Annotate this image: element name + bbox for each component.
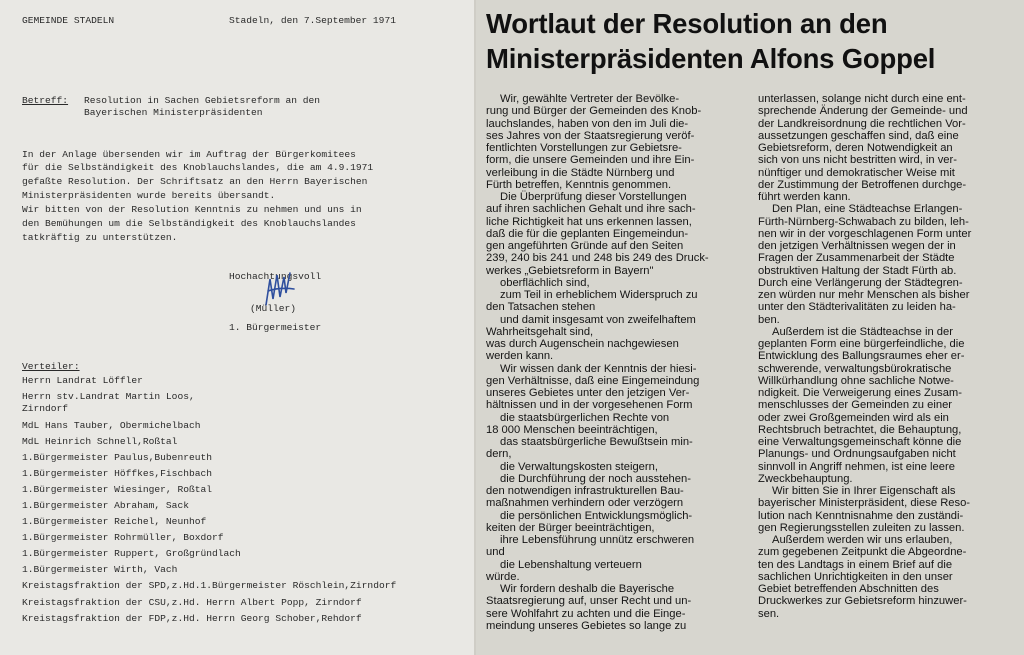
distribution-item: Kreistagsfraktion der CSU,z.Hd. Herrn Albert Popp, Zirndorf xyxy=(22,597,362,608)
clipping-text-line: Den Plan, eine Städteachse Erlangen- xyxy=(772,203,963,216)
distribution-item: Zirndorf xyxy=(22,403,69,414)
clipping-text-line: ihre Lebensführung unnütz erschweren xyxy=(500,534,695,546)
clipping-text-line: zen würden nur mehr Menschen als bisher xyxy=(758,289,970,301)
clipping-text-line: das staatsbürgerliche Bewußtsein min- xyxy=(500,436,693,448)
clipping-text-line: oder zwei Großgemeinden wird als ein xyxy=(758,411,949,424)
clipping-column-1 xyxy=(486,93,744,632)
clipping-text-line: Durch eine Verlängerung der Städtegren- xyxy=(758,276,963,289)
clipping-text-line: ben. xyxy=(758,313,780,326)
closing: Hochachtungsvoll xyxy=(229,271,322,282)
clipping-text-line: Wahrheitsgehalt sind, xyxy=(486,325,594,338)
clipping-text-line: oberflächlich sind, xyxy=(500,276,590,289)
distribution-item: 1.Bürgermeister Paulus,Bubenreuth xyxy=(22,452,212,463)
clipping-text-line: Wir, gewählte Vertreter der Bevölke- xyxy=(500,93,680,105)
clipping-text-line: menschlusses der Gemeinden zu einer xyxy=(758,399,953,412)
clipping-text-line: liche Richtigkeit hat uns erkennen lassen, xyxy=(486,215,692,228)
subject-line-2: Bayerischen Ministerpräsidenten xyxy=(84,107,263,118)
clipping-text-line: unterlassen, solange nicht durch eine ent- xyxy=(758,93,966,105)
clipping-text-line: Entwicklung des Ballungsraumes eher er- xyxy=(758,350,965,363)
clipping-text-line: Wir bitten Sie in Ihrer Eigenschaft als xyxy=(772,485,956,497)
clipping-text-line: Gebietsreform, deren Notwendigkeit an xyxy=(758,142,953,154)
headline-line-2: Ministerpräsidenten Alfons Goppel xyxy=(486,43,936,74)
clipping-text-line: geplanten Form eine bürgerfeindliche, die xyxy=(758,338,965,350)
clipping-text-line: sachlichen Unrichtigkeiten in den unser xyxy=(758,570,953,583)
body-line: Ministerpräsidenten wurde bereits übersandt. xyxy=(22,190,276,201)
clipping-text-line: und damit insgesamt von zweifelhaftem xyxy=(500,313,696,326)
clipping-text-line: Willkürhandlung ohne sachliche Notwe- xyxy=(758,374,954,387)
clipping-text-line: daß die für die geplanten Eingemeindun- xyxy=(486,227,689,240)
clipping-text-line: sprechende Änderung der Gemeinde- und xyxy=(758,105,968,118)
clipping-text-line: 239, 240 bis 241 und 248 bis 249 des Druck- xyxy=(486,252,709,265)
clipping-text-line: Fragen der Zusammenarbeit der Städte xyxy=(758,252,955,265)
distribution-item: 1.Bürgermeister Ruppert, Großgründlach xyxy=(22,548,241,559)
clipping-text-line: führt werden kann. xyxy=(758,191,851,203)
clipping-text-line: Planungs- und Ordnungsaufgaben nicht xyxy=(758,448,956,461)
clipping-text-line: der Zustimmung der Betroffenen durchge- xyxy=(758,178,967,191)
clipping-text-line: den notwendigen infrastrukturellen Bau- xyxy=(486,485,684,497)
distribution-item: 1.Bürgermeister Abraham, Sack xyxy=(22,500,189,511)
body-line: In der Anlage übersenden wir im Auftrag der Bürgerkomitees xyxy=(22,149,356,160)
clipping-text-line: der Landkreisordnung die rechtlichen Vor- xyxy=(758,117,966,130)
clipping-text-line: hältnissen und in der vorgesehenen Form xyxy=(486,399,693,412)
clipping-text-line: Wir fordern deshalb die Bayerische xyxy=(500,583,675,595)
distribution-item: Kreistagsfraktion der SPD,z.Hd.1.Bürgermeister Röschlein,Zirndorf xyxy=(22,580,397,591)
clipping-text-line: dern, xyxy=(486,448,512,461)
clipping-text-line: Außerdem werden wir uns erlauben, xyxy=(772,534,953,546)
clipping-text-line: die Durchführung der noch ausstehen- xyxy=(500,472,691,485)
signer-name: (Müller) xyxy=(250,303,297,314)
letter-place-date: Stadeln, den 7.September 1971 xyxy=(229,15,396,26)
clipping-text-line: werden kann. xyxy=(486,350,554,363)
clipping-text-line: und xyxy=(486,546,505,559)
clipping-text-line: Die Überprüfung dieser Vorstellungen xyxy=(500,191,687,203)
clipping-text-line: sen. xyxy=(758,607,780,620)
clipping-text-line: zum Teil in erheblichem Widerspruch zu xyxy=(500,289,698,301)
letter-page xyxy=(0,0,474,655)
clipping-text-line: gen Regierungsstellen zuleiten zu lassen. xyxy=(758,521,965,534)
distribution-item: 1.Bürgermeister Wirth, Vach xyxy=(22,564,178,575)
clipping-text-line: den Tatsachen stehen xyxy=(486,301,596,314)
letter-sender: GEMEINDE STADELN xyxy=(22,15,115,26)
clipping-text-line: ses Jahres von der Staatsregierung veröf- xyxy=(486,129,695,142)
distribution-item: Herrn Landrat Löffler xyxy=(22,375,143,386)
clipping-text-line: den jetzigen Verhältnissen wegen der in xyxy=(758,240,956,252)
clipping-text-line: die persönlichen Entwicklungsmöglich- xyxy=(500,509,693,522)
clipping-text-line: Fürth-Nürnberg-Schwabach zu bilden, leh- xyxy=(758,215,969,228)
clipping-text-line: form, die unsere Gemeinden und ihre Ein- xyxy=(486,154,695,167)
distribution-item: MdL Hans Tauber, Obermichelbach xyxy=(22,420,201,431)
distribution-item: 1.Bürgermeister Reichel, Neunhof xyxy=(22,516,207,527)
clipping-text-line: Zweckbehauptung. xyxy=(758,472,853,485)
clipping-text-line: unter den Städterivalitäten zu leiden ha- xyxy=(758,301,956,314)
clipping-text-line: keiten der Bürger beeinträchtigen, xyxy=(486,521,655,534)
clipping-text-line: Außerdem ist die Städteachse in der xyxy=(772,325,953,338)
body-line: tatkräftig zu unterstützen. xyxy=(22,232,178,243)
distribution-item: 1.Bürgermeister Höffkes,Fischbach xyxy=(22,468,212,479)
body-line: gefaßte Resolution. Der Schriftsatz an den Herrn Bayerischen xyxy=(22,176,368,187)
clipping-text-line: was durch Augenschein nachgewiesen xyxy=(486,338,679,350)
clipping-text-line: die staatsbürgerlichen Rechte von xyxy=(500,411,670,424)
subject-label: Betreff: xyxy=(22,95,69,106)
clipping-text-line: werkes „Gebietsreform in Bayern" xyxy=(486,264,654,277)
clipping-text-line: Fürth betreffen, Kenntnis genommen. xyxy=(486,178,672,191)
clipping-text-line: meindung unseres Gebietes so lange zu xyxy=(486,619,687,632)
headline-line-1: Wortlaut der Resolution an den xyxy=(486,8,888,39)
clipping-text-line: würde. xyxy=(486,570,520,583)
newspaper-clipping xyxy=(476,0,1024,655)
clipping-text-line: zum gegebenen Zeitpunkt die Abgeordne- xyxy=(758,546,967,559)
clipping-text-line: verleibung in die Städte Nürnberg und xyxy=(486,166,675,179)
clipping-text-line: Druckwerkes zur Gebietsreform hinzuwer- xyxy=(758,595,967,608)
body-line: für die Selbständigkeit des Knoblauchslandes, die am 4.9.1971 xyxy=(22,162,374,173)
clipping-text-line: unseres Gebietes unter den jetzigen Ver- xyxy=(486,387,690,399)
body-line: Wir bitten von der Resolution Kenntnis zu nehmen und uns in xyxy=(22,204,362,215)
clipping-text-line: ndigkeit. Die Verweigerung eines Zusam- xyxy=(758,387,962,399)
clipping-headline xyxy=(486,6,1018,76)
distribution-label: Verteiler: xyxy=(22,361,80,372)
clipping-text-line: sich von uns nicht bestritten wird, in ver- xyxy=(758,154,957,167)
clipping-text-line: Rechtsbruch betrachtet, die Behauptung, xyxy=(758,423,962,436)
clipping-text-line: ten des Landtags in einem Brief auf die xyxy=(758,558,953,571)
distribution-item: 1.Bürgermeister Rohrmüller, Boxdorf xyxy=(22,532,224,543)
clipping-text-line: lauchslandes, haben von den im Juli die- xyxy=(486,117,689,130)
subject-line-1: Resolution in Sachen Gebietsreform an den xyxy=(84,95,321,106)
clipping-text-line: Wir wissen dank der Kenntnis der hiesi- xyxy=(500,362,697,375)
signer-title: 1. Bürgermeister xyxy=(229,322,322,333)
clipping-text-line: 18 000 Menschen beeinträchtigen, xyxy=(486,423,658,436)
clipping-text-line: obstruktiven Haltung der Stadt Fürth ab. xyxy=(758,264,957,277)
clipping-text-line: nen wir in der vorgeschlagenen Form unter xyxy=(758,227,972,240)
body-line: den Bemühungen um die Selbständigkeit des Knoblauchslandes xyxy=(22,218,356,229)
clipping-text-line: maßnahmen verhindern oder verzögern xyxy=(486,497,684,510)
clipping-text-line: gen Verhältnisse, daß eine Eingemeindung xyxy=(486,374,700,387)
distribution-item: Kreistagsfraktion der FDP,z.Hd. Herrn Georg Schober,Rehdorf xyxy=(22,613,362,624)
clipping-text-line: die Lebenshaltung verteuern xyxy=(500,558,642,571)
clipping-text-line: gen angeführten Gründe auf den Seiten xyxy=(486,240,684,252)
clipping-text-line: nünftiger und demokratischer Weise mit xyxy=(758,166,955,179)
clipping-text-line: bayerischer Ministerpräsident, diese Reso- xyxy=(758,497,971,510)
clipping-text-line: schwerende, verwaltungsbürokratische xyxy=(758,362,952,375)
clipping-column-2 xyxy=(758,93,1018,620)
clipping-text-line: lution nach Kenntnisnahme den zuständi- xyxy=(758,509,964,522)
clipping-text-line: rung und Bürger der Gemeinden des Knob- xyxy=(486,105,702,118)
clipping-text-line: auf ihren sachlichen Gehalt und ihre sach- xyxy=(486,203,696,216)
clipping-text-line: sinnvoll in Angriff nehmen, ist eine leere xyxy=(758,460,955,473)
clipping-text-line: Staatsregierung auf, unser Recht und un- xyxy=(486,595,692,608)
clipping-text-line: sere Wohlfahrt zu achten und die Einge- xyxy=(486,607,686,620)
clipping-text-line: aussetzungen geschaffen sind, daß eine xyxy=(758,129,959,142)
distribution-item: Herrn stv.Landrat Martin Loos, xyxy=(22,391,195,402)
clipping-text-line: die Verwaltungskosten steigern, xyxy=(500,460,658,473)
clipping-text-line: Gebiet betreffenden Abschnitten des xyxy=(758,583,939,595)
distribution-item: 1.Bürgermeister Wiesinger, Roßtal xyxy=(22,484,212,495)
clipping-text-line: eine Verwaltungsgemeinschaft könne die xyxy=(758,436,962,448)
clipping-text-line: fentlichten Vorstellungen zur Gebietsre- xyxy=(486,142,682,154)
distribution-item: MdL Heinrich Schnell,Roßtal xyxy=(22,436,178,447)
